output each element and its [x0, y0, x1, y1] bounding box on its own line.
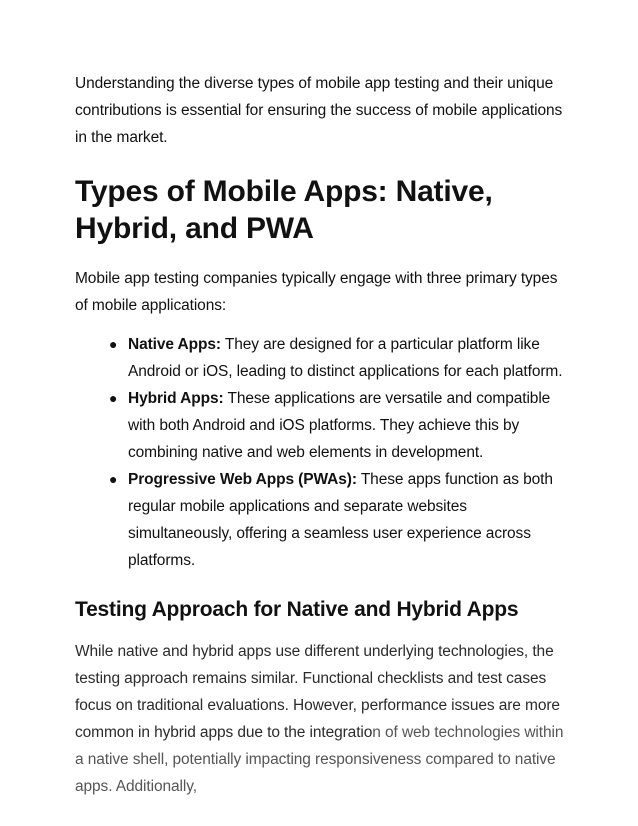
testing-paragraph [75, 638, 570, 800]
section-heading: Types of Mobile Apps: Native, Hybrid, and PWA [75, 175, 493, 245]
testing-paragraph-end: n of web technologies within a native shell, potentially impacting responsiveness compared to native apps. Additionally, [75, 724, 564, 795]
intro-paragraph: Understanding the diverse types of mobile app testing and their unique contributions is essential for ensuring the success of mobile applications in the market. [75, 75, 563, 146]
bullet-icon: ● [109, 471, 118, 487]
list-item-native-apps [109, 331, 570, 385]
list-item-description: These applications are versatile and compatible with both Android and iOS platforms. They achieve this by combining native and web elements in development. [128, 390, 551, 461]
list-item-term: Hybrid Apps: [128, 390, 224, 407]
app-types-list [75, 331, 570, 574]
bullet-icon: ● [109, 390, 118, 406]
list-item-hybrid-apps [109, 385, 570, 466]
list-item-pwa [109, 466, 570, 574]
testing-subheading: Testing Approach for Native and Hybrid Apps [75, 598, 519, 621]
list-item-description: They are designed for a particular platform like Android or iOS, leading to distinct applications for each platform. [128, 336, 563, 380]
testing-paragraph-start: While native and hybrid apps use different underlying technologies, the testing approach remains similar. Functional checklists and test cases focus on traditional evaluations. However, performance issues are more common in hybrid apps due to the integratio [75, 643, 560, 741]
section-lead-paragraph: Mobile app testing companies typically engage with three primary types of mobile applications: [75, 270, 558, 314]
list-item-term: Progressive Web Apps (PWAs): [128, 471, 357, 488]
bullet-icon: ● [109, 336, 118, 352]
document-page [75, 70, 570, 800]
list-item-term: Native Apps: [128, 336, 221, 353]
list-item-description: These apps function as both regular mobile applications and separate websites simultaneously, offering a seamless user experience across platforms. [128, 471, 553, 569]
